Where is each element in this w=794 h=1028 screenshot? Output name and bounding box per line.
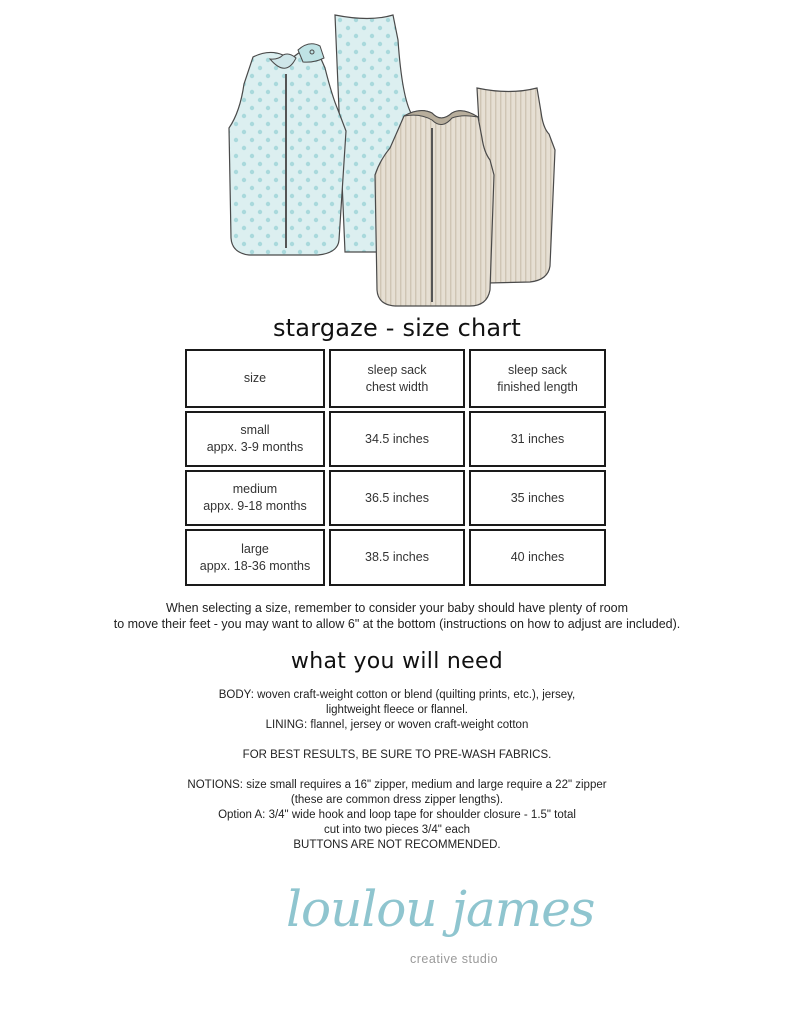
size-note: When selecting a size, remember to consider your baby should have plenty of room to move their feet - you may want to allow 6" at the bottom (instructions on how to adjust are included). bbox=[113, 601, 681, 631]
chest-cell-small: 34.5 inches bbox=[329, 411, 465, 467]
brand-tagline: creative studio bbox=[410, 952, 499, 966]
header-chest-width: sleep sack chest width bbox=[329, 349, 465, 408]
lining-fabric-line: LINING: flannel, jersey or woven craft-weight cotton bbox=[265, 719, 529, 731]
header-finished-length: sleep sack finished length bbox=[469, 349, 606, 408]
size-cell-small: small appx. 3-9 months bbox=[185, 411, 325, 467]
aqua-sack-front bbox=[229, 50, 346, 255]
header-size: size bbox=[185, 349, 325, 408]
materials-title: what you will need bbox=[290, 649, 504, 674]
chest-cell-large: 38.5 inches bbox=[329, 529, 465, 586]
brand-name: loulou james bbox=[286, 880, 595, 938]
notions-line: NOTIONS: size small requires a 16" zipper, medium and large require a 22" zipper bbox=[187, 779, 607, 791]
length-cell-small: 31 inches bbox=[469, 411, 606, 467]
length-cell-medium: 35 inches bbox=[469, 470, 606, 526]
body-fabric-line: BODY: woven craft-weight cotton or blend (quilting prints, etc.), jersey, bbox=[218, 689, 576, 701]
prewash-note: FOR BEST RESULTS, BE SURE TO PRE-WASH FABRICS. bbox=[242, 749, 552, 761]
materials-list bbox=[0, 688, 794, 853]
notions-line: BUTTONS ARE NOT RECOMMENDED. bbox=[293, 839, 501, 851]
size-cell-medium: medium appx. 9-18 months bbox=[185, 470, 325, 526]
size-chart-title: stargaze - size chart bbox=[272, 314, 522, 342]
size-cell-large: large appx. 18-36 months bbox=[185, 529, 325, 586]
length-cell-large: 40 inches bbox=[469, 529, 606, 586]
chest-cell-medium: 36.5 inches bbox=[329, 470, 465, 526]
body-fabric-line: lightweight fleece or flannel. bbox=[326, 704, 468, 716]
aqua-shoulder-tab bbox=[298, 44, 324, 62]
brand-logo bbox=[270, 880, 595, 980]
notions-line: Option A: 3/4" wide hook and loop tape for shoulder closure - 1.5" total bbox=[218, 809, 576, 821]
notions-line: (these are common dress zipper lengths). bbox=[290, 794, 504, 806]
sleep-sack-illustration bbox=[0, 0, 794, 320]
notions-line: cut into two pieces 3/4" each bbox=[323, 824, 470, 836]
